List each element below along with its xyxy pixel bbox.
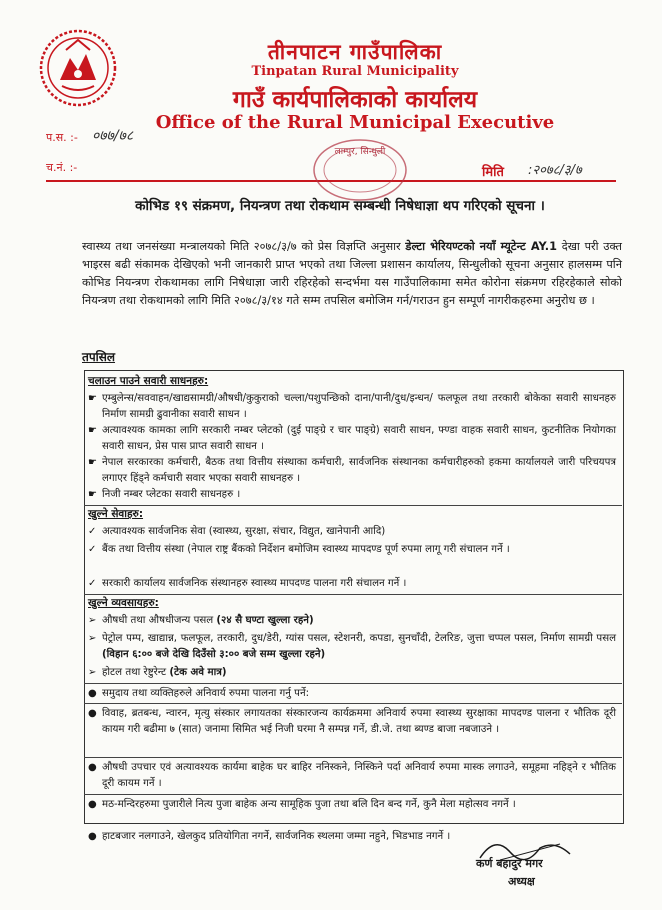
list-item: ➢ पेट्रोल पम्प, खाद्यान्न, फलफूल, तरकारी, दुध/डेरी, ग्यांस पसल, स्टेशनरी, कपडा, सुनचाँदी, टेलरिङ, जुत्ता चप्पल पसल, निर्माण सामग्री पसल (विहान ६:०० बजे देखि दिउँसो ३:०० बजे सम्म खुल्ला रहने) — [88, 633, 616, 660]
list-item: ✓ अत्यावश्यक सार्वजनिक सेवा (स्वास्थ्य, सुरक्षा, संचार, विद्युत, खानेपानी आदि) — [88, 526, 386, 537]
community-heading: ● समुदाय तथा व्यक्तिहरुले अनिवार्य रुपमा पालना गर्नु पर्ने: — [88, 688, 310, 699]
section-divider — [84, 703, 622, 704]
ref-value: ०७७/७८ — [92, 128, 134, 144]
municipality-name-en: Tinpatan Rural Municipality — [251, 64, 459, 79]
list-item: ☛ अत्यावश्यक कामका लागि सरकारी नम्बर प्लेटको (दुई पाङ्ग्रे र चार पाङ्ग्रे) सवारी साधन, फ्ण्डा वाहक सवारी साधन, कुटनीतिक नियोगका सवारी साधन, प्रेस पास प्राप्त सवारी साधन । — [88, 425, 616, 452]
signatory-name: कर्ण बहादुर मगर — [476, 857, 543, 870]
signatory-position: अध्यक्ष — [508, 875, 535, 888]
list-item: ➢ औषधी तथा औषधीजन्य पसल (२४ सै घण्टा खुल्ला रहने) — [88, 615, 314, 626]
date-value: :२०७८/३/७ — [528, 163, 582, 178]
section-divider — [84, 757, 622, 758]
list-item: ● औषधी उपचार एवं अत्यावश्यक कार्यमा बाहेक घर बाहिर ननिस्कने, निस्किने पर्दा अनिवार्य रुपमा मास्क लगाउने, समूहमा नहिड्ने र भौतिक दूरी कायम गर्ने । — [88, 762, 616, 789]
business-heading: खुल्ने व्यवसायहरु: — [88, 597, 159, 609]
list-item: ✓ बैंक तथा वित्तीय संस्था (नेपाल राष्ट्र बैंकको निर्देशन बमोजिम स्वास्थ्य मापदण्ड पूर्ण रुपमा लागू गरी संचालन गर्ने । — [88, 544, 510, 555]
office-name-en: Office of the Rural Municipal Executive — [155, 112, 555, 133]
notice-body — [82, 238, 622, 310]
list-item: ☛ एम्बुलेन्स/सववाहन/खाद्यसामग्री/औषधी/कुकुराको चल्ला/पशुपन्छिको दाना/पानी/दुध/इन्धन/ फलफूल तथा तरकारी बोकेका सवारी साधनहरु निर्माण सामग्री ढुवानीका सवारी साधन । — [88, 393, 616, 420]
list-item: ● मठ-मन्दिरहरुमा पुजारीले नित्य पुजा बाहेक अन्य सामूहिक पुजा तथा बलि दिन बन्द गर्ने, कुनै मेला महोत्सव नगर्ने । — [88, 799, 516, 810]
section-divider — [84, 683, 622, 684]
list-item: ● विवाह, ब्रतबन्ध, न्वारन, मृत्यु संस्कार लगायतका संस्कारजन्य कार्यक्रममा अनिवार्य रुपमा स्वास्थ्य सुरक्षाका मापदण्ड पालना र भौतिक दूरी कायम गरी बढीमा ७ (सात) जनामा सिमित भई निजी घरमा नै सम्पन्न गर्ने, डी.जे. तथा ब्यण्ड बाजा नबजाउने । — [88, 708, 616, 735]
ref-label: प.स. :- — [46, 131, 78, 144]
body-part-3: देखा परी उक्त भाइरस बढी संकामक देखिएको भनी जानकारी प्राप्त भएको तथा जिल्ला प्रशासन कार्यालय, सिन्धुलीको सूचना अनुसार हालसम्म पनि कोभिड नियन्त्रण रोकथामका लागि निषेधाज्ञा जारी रहिरहेको सन्दर्भमा यस गाउँपालिकामा समेत कोरोना संक्रमण रहिरहेकाले सोको नियन्त्रण तथा रोकथामको लागि मिति २०७८/३/१४ गते सम्म तपसिल बमोजिम गर्न/गराउन हुन सम्पूर्ण नागरीकहरुमा अनुरोध छ । — [82, 240, 622, 307]
section-divider — [84, 794, 622, 795]
services-heading: खुल्ने सेवाहरु: — [88, 508, 144, 520]
section-divider — [84, 594, 622, 595]
list-item: ☛ नेपाल सरकारका कर्मचारी, बैठक तथा वित्तीय संस्थाका कर्मचारी, सार्वजनिक संस्थानका कर्मचारीहरुको हकमा कार्यालयले जारी परिचयपत्र लगाएर हिंड्ने कर्मचारी सवार भएका सवारी साधनहरु । — [88, 457, 616, 484]
notice-title: कोभिड १९ संक्रमण, नियन्त्रण तथा रोकथाम सम्बन्धी निषेधाज्ञा थप गरिएको सूचना । — [135, 198, 545, 214]
list-item: ☛ निजी नम्बर प्लेटका सवारी साधनहरु । — [88, 489, 241, 500]
chalani-label: च.नं. :- — [46, 161, 78, 174]
body-part-2: डेल्टा भेरियण्टको नयाँ म्यूटेन्ट AY.1 — [405, 240, 557, 253]
date-label: मिति — [482, 165, 504, 180]
tapasil-heading: तपसिल — [82, 350, 116, 364]
list-item: ➢ होटल तथा रेष्टुरेन्ट (टेक अवे मात्र) — [88, 667, 227, 678]
municipality-emblem — [38, 28, 118, 108]
municipality-name-np: तीनपाटन गाउँपालिका — [267, 40, 443, 64]
vehicles-heading: चलाउन पाउने सवारी साधनहरु: — [88, 375, 209, 387]
section-divider — [84, 505, 622, 506]
list-item: ✓ सरकारी कार्यालय सार्वजनिक संस्थानहरु स्वास्थ्य मापदण्ड पालना गरी संचालन गर्ने । — [88, 578, 407, 589]
body-part-1: स्वास्थ्य तथा जनसंख्या मन्त्रालयको मिति २०७८/३/७ को प्रेस विज्ञप्ति अनुसार — [82, 240, 406, 253]
stamp-text: लाम्पुर, सिन्धुली — [334, 147, 386, 157]
office-name-np: गाउँ कार्यपालिकाको कार्यालय — [232, 87, 478, 113]
list-item: ● हाटबजार नलगाउने, खेलकुद प्रतियोगिता नगर्ने, सार्वजनिक स्थलमा जम्मा नहुने, भिडभाड नगर्ने । — [88, 831, 451, 842]
